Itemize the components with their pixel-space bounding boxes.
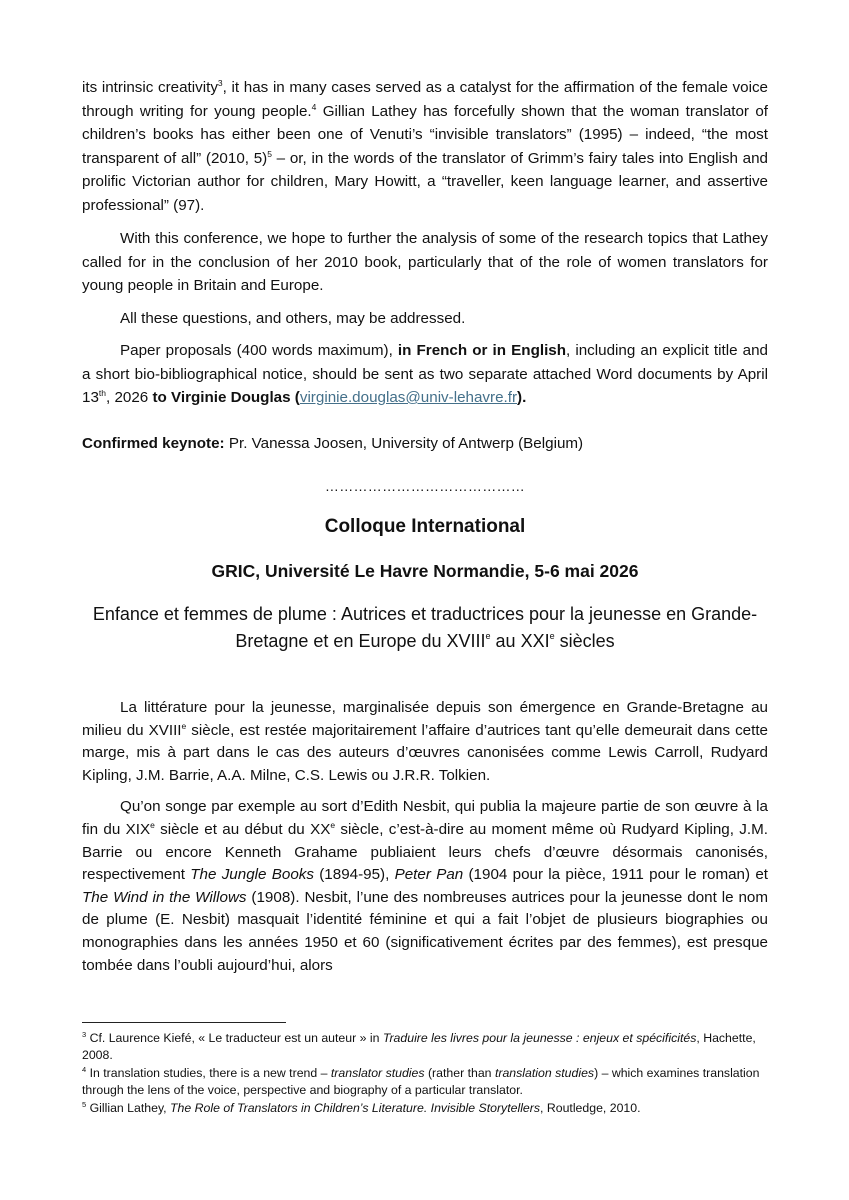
keynote-value: Pr. Vanessa Joosen, University of Antwerp (Belgium) xyxy=(224,434,584,452)
page-body xyxy=(82,76,768,986)
email-link[interactable]: virginie.douglas@univ-lehavre.fr xyxy=(299,389,518,406)
footnotes xyxy=(82,1030,768,1117)
colloque-theme: Enfance et femmes de plume : Autrices et traductrices pour la jeunesse en Grande-Bretagne et en Europe du XVIIIe au XXIe siècles xyxy=(92,604,758,651)
footnote-4: $^4$ In translation studies, there is a new trend – translator studies (rather than translation studies) – which examines translation through the lens of the voice, perspective and biography of a particular translator. xyxy=(82,1064,760,1098)
paragraph-proposals: Paper proposals (400 words maximum), in French or in English, including an explicit title and a short bio-bibliographical notice, should be sent as two separate attached Word documents by April 13th, 2026 to Virginie Douglas (virginie.douglas@univ-lehavre.fr). xyxy=(82,342,769,406)
colloque-title: Colloque International xyxy=(324,516,526,537)
footnote-ref-4[interactable]: 4 xyxy=(311,101,317,112)
paragraph-creativity: its intrinsic creativity$^3$, it has in many cases served as a catalyst for the affirmation of the female voice through writing for young people.$^4$ Gillian Lathey has forcefully shown that the woman translator of children’s books has either been one of Venuti’s “invisible translators” (1995) – indeed, “the most transparent of all” (2010, 5)$^5$ – or, in the words of the translator of Grimm’s fairy tales into English and prolific Victorian author for children, Mary Howitt, a “traveller, keen language learner, and assertive professional” (97). xyxy=(82,78,769,214)
keynote-line xyxy=(82,432,768,456)
colloque-subtitle: GRIC, Université Le Havre Normandie, 5-6 mai 2026 xyxy=(211,561,639,581)
footnote-ref-5[interactable]: 5 xyxy=(267,148,272,159)
footnote-5: $^5$ Gillian Lathey, The Role of Translators in Children’s Literature. Invisible Storytellers, Routledge, 2010. xyxy=(82,1099,641,1115)
footnote-ref-3[interactable]: 3 xyxy=(217,78,223,88)
section-separator: …………………………………… xyxy=(324,478,526,494)
footnote-divider xyxy=(82,1022,286,1023)
paragraph-nesbit: Qu’on songe par exemple au sort d’Edith Nesbit, qui publia la majeure partie de son œuvre à la fin du XIXe siècle et au début du XXe siècle, c’est-à-dire au moment même où Rudyard Kipling, J.M. Barrie ou encore Kenneth Grahame publiaient leurs chefs d’œuvre désormais canonisés, respectivement The Jungle Books (1894-95), Peter Pan (1904 pour la pièce, 1911 pour le roman) et The Wind in the Willows (1908). Nesbit, l’une des nombreuses autrices pour la jeunesse dont le nom de plume (E. Nesbit) masquait l’identité féminine et qui a fait l’objet de plusieurs biographies ou monographies dans les années 1950 et 60 (significativement écrites par des femmes), est presque tombée dans l’oubli aujourd’hui, alors xyxy=(82,798,768,974)
french-body xyxy=(82,697,768,977)
paragraph-litterature: La littérature pour la jeunesse, marginalisée depuis son émergence en Grande-Bretagne au milieu du XVIIIe siècle, est restée majoritairement l’affaire d’autrices tant qu’elle demeurait dans cette marge, mis à part dans le cas des auteurs d’œuvres canonisées comme Lewis Carroll, Rudyard Kipling, J.M. Barrie, A.A. Milne, C.S. Lewis ou J.R.R. Tolkien. xyxy=(82,699,768,784)
paragraph-questions: All these questions, and others, may be addressed. xyxy=(120,309,466,327)
paragraph-conference-aim: With this conference, we hope to further the analysis of some of the research topics that Lathey called for in the conclusion of her 2010 book, particularly that of the role of women translators for young people in Britain and Europe. xyxy=(82,230,768,294)
footnote-3: $^3$ Cf. Laurence Kiefé, « Le traducteur est un auteur » in Traduire les livres pour la jeunesse : enjeux et spécificités, Hachette, 2008. xyxy=(82,1030,756,1063)
keynote-label: Confirmed keynote: xyxy=(82,434,225,452)
